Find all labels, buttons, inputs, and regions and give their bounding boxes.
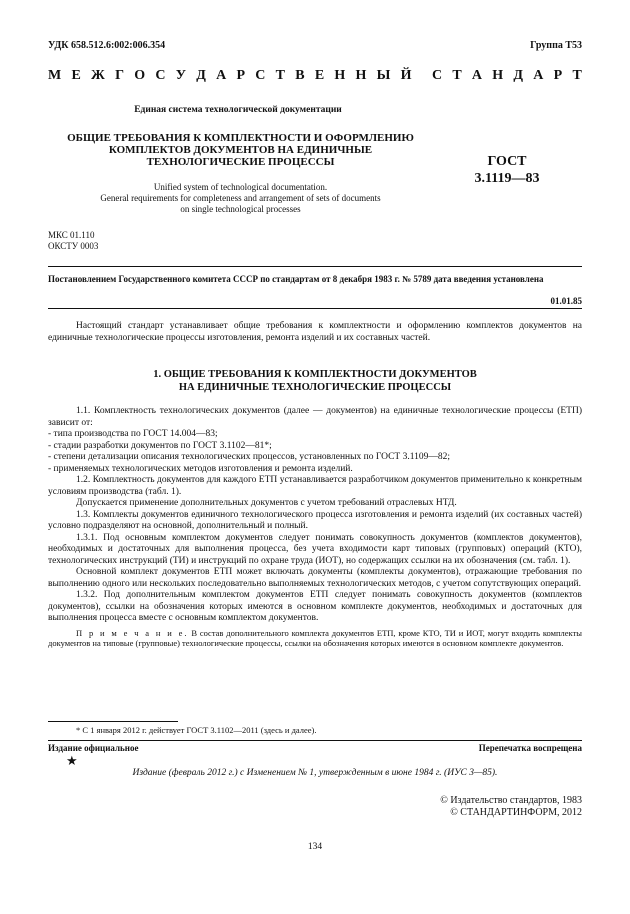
list-item: - стадии разработки документов по ГОСТ 3.1102—81*; [48,440,272,451]
banner-letter: Н [355,68,367,83]
title-line: ТЕХНОЛОГИЧЕСКИЕ ПРОЦЕССЫ [146,156,335,168]
system-title: Единая система технологической документации [134,105,342,115]
udk-code: УДК 658.512.6:002:006.354 [48,40,166,51]
banner-letter: Е [314,68,325,83]
clause-1-1: 1.1. Комплектность технологических документов (далее — документов) на единичные технологические процессы (ЕТП) зависит от: [48,406,582,428]
title-line: ОБЩИЕ ТРЕБОВАНИЯ К КОМПЛЕКТНОСТИ И ОФОРМЛЕНИЮ [67,132,414,144]
section-heading-line: 1. ОБЩИЕ ТРЕБОВАНИЯ К КОМПЛЕКТНОСТИ ДОКУМЕНТОВ [153,369,477,380]
banner-letter: Й [400,68,412,83]
banner-letter: А [216,68,227,83]
banner-letter: Т [572,68,582,83]
note-paragraph [48,628,582,649]
reprint-notice: Перепечатка воспрещена [478,743,582,753]
english-line: on single technological processes [180,204,301,214]
footnote-divider [48,721,178,722]
intro-paragraph [48,321,582,344]
banner-letter: А [533,68,544,83]
banner-letter: Е [71,68,81,83]
banner-letter: Т [452,68,462,83]
mks-code: МКС 01.110 [48,230,95,240]
page-number: 134 [307,842,323,852]
section-heading-line: НА ЕДИНИЧНЫЕ ТЕХНОЛОГИЧЕСКИЕ ПРОЦЕССЫ [178,382,452,393]
clause-1-2: 1.2. Комплектность документов для каждого ЕТП устанавливается разработчиком документов применительно к конкретным условиям производства (табл. 1). [48,475,582,497]
standard-banner [48,68,582,84]
classification-codes [48,230,98,252]
banner-letter: В [295,68,305,83]
divider [48,308,582,309]
group-code: Группа Т53 [530,40,582,51]
banner-letter: Д [196,68,206,83]
banner-letter: А [471,68,483,83]
banner-letter: Т [275,68,285,83]
banner-letter: Д [513,68,524,83]
clause-1-3-2: 1.3.2. Под дополнительным комплектом документов ЕТП следует понимать совокупность документов (комплектов документов), ссылки на обозначения которых имеются в основном комплекте документов, необходимых и достаточных для выполнения процесса вместе с основным комплектом документов. [48,590,582,623]
banner-letter: Г [115,68,125,83]
banner-letter: Н [334,68,346,83]
list-item: - применяемых технологических методов изготовления и ремонта изделий. [48,463,353,474]
gost-code: 3.1119—83 [474,171,540,186]
title-line: КОМПЛЕКТОВ ДОКУМЕНТОВ НА ЕДИНИЧНЫЕ [108,144,373,156]
introduction-date: 01.01.85 [550,296,582,306]
clause-1-2-note: Допускается применение дополнительных документов с учетом требований отраслевых НТД. [76,498,457,508]
edition-note: Издание (февраль 2012 г.) с Изменением № 1, утвержденным в июне 1984 г. (ИУС 3—85). [132,768,498,778]
banner-letter: Ж [91,68,105,83]
banner-letter: Р [553,68,563,83]
footnote-text: * С 1 января 2012 г. действует ГОСТ 3.1102—2011 (здесь и далее). [76,725,317,735]
banner-letter: С [431,68,443,83]
copyright-block [440,795,582,819]
gost-number [462,153,552,187]
banner-letter: Н [492,68,504,83]
document-title [48,132,433,168]
clause-1-3: 1.3. Комплекты документов единичного технологического процесса изготовления и ремонта изделий (их составных частей) условно подразделяют на основной, дополнительный и полный. [48,509,582,531]
divider [48,266,582,267]
banner-letter: О [134,68,146,83]
section-heading [48,368,582,394]
list-item: - типа производства по ГОСТ 14.004—83; [48,429,218,439]
banner-letter: У [175,68,187,83]
english-line: Unified system of technological documentation. [153,182,328,192]
copyright-line: © СТАНДАРТИНФОРМ, 2012 [450,807,582,818]
intro-text: Настоящий стандарт устанавливает общие требования к комплектности и оформлению комплектов документов на единичные технологические процессы изготовления, ремонта изделий и их составных частей. [48,321,582,343]
star-icon: ★ [66,753,78,768]
list-item: - степени детализации описания технологических процессов, установленных по ГОСТ 3.1109—82; [48,452,451,462]
banner-letter: Р [236,68,246,83]
footer-divider [48,740,582,741]
banner-letter: С [255,68,266,83]
banner-letter: Ы [376,68,391,83]
oksty-code: ОКСТУ 0003 [48,241,99,251]
english-line: General requirements for completeness and arrangement of sets of documents [100,193,381,203]
decree-statement: Постановлением Государственного комитета СССР по стандартам от 8 декабря 1983 г. № 5789 дата введения установлена [48,274,544,284]
official-edition-label: Издание официальное [48,743,139,753]
gost-label: ГОСТ [487,154,527,169]
copyright-line: © Издательство стандартов, 1983 [440,795,582,806]
clause-1-3-1-b: Основной комплект документов ЕТП может включать документы (комплекты документов), отражающие требования по выполнению одного или нескольких последовательно выполняемых технологических методов, с учетом сопутствующих операций. [48,567,582,589]
note-label: П р и м е ч а н и е. [76,627,189,638]
english-title [48,182,433,215]
banner-letter: М [48,68,62,83]
banner-letter: С [155,68,166,83]
section-body [48,406,582,649]
note-text: В состав дополнительного комплекта документов ЕТП, кроме КТО, ТИ и ИОТ, могут входить комплекты документов на типовые (групповые) технологические процессы, ссылки на обозначения которых имеются в основном комплекте документов. [48,627,582,648]
footnote [48,725,582,736]
clause-1-3-1: 1.3.1. Под основным комплектом документов следует понимать совокупность документов (комплектов документов), необходимых и достаточных для выполнения процесса, без учета входимости карт типовых (групповых) операций (КТО), технологических инструкций (ТИ) и инструкций по охране труда (ИОТ), но содержащих ссылки на их обозначения (см. табл. 1). [48,532,582,566]
